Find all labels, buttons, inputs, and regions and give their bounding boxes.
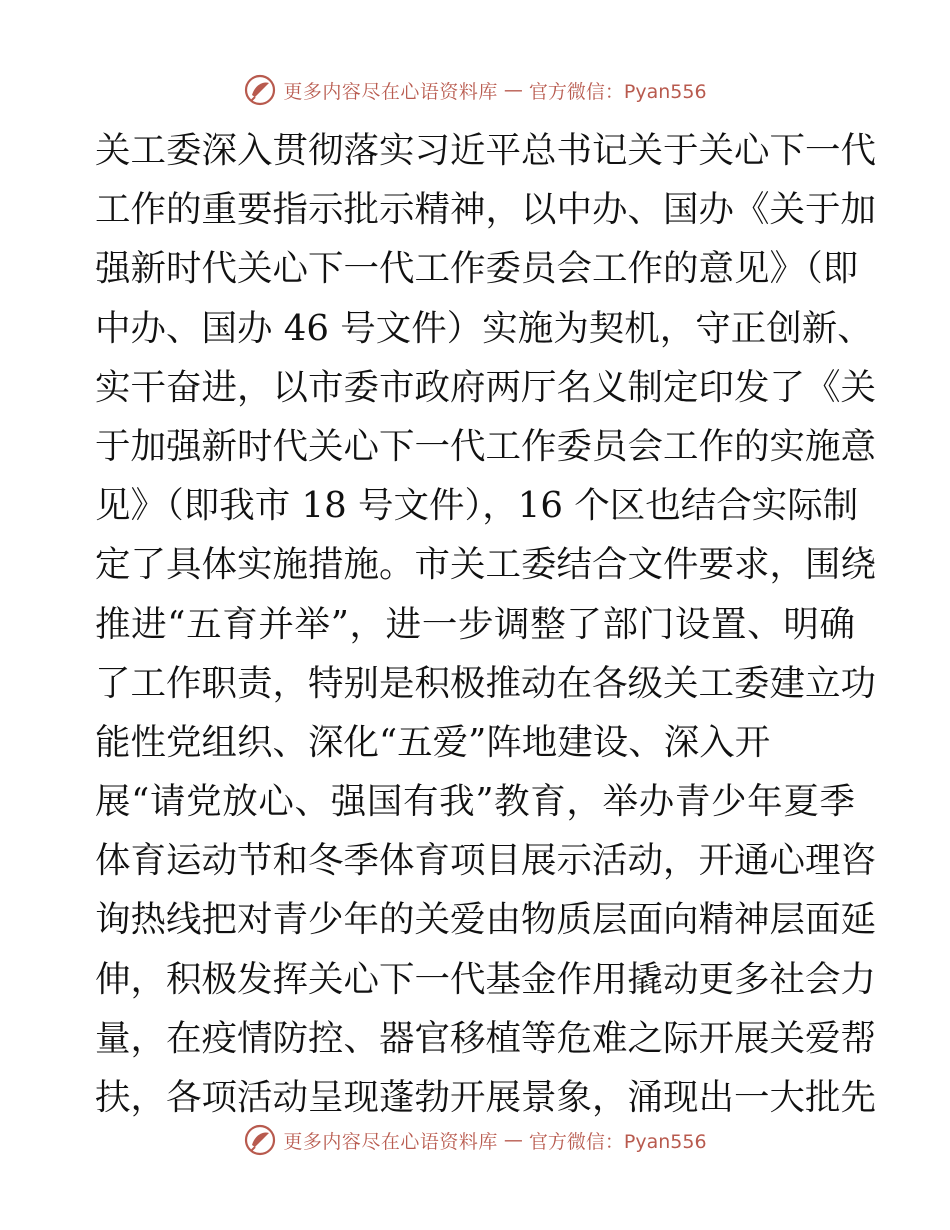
text-line: 强新时代关心下一代工作委员会工作的意见》（即 — [95, 248, 859, 290]
text-line: 了工作职责，特别是积极推动在各级关工委建立功 — [95, 662, 877, 704]
watermark-text: 更多内容尽在心语资料库 — [283, 80, 498, 103]
text-line: 体育运动节和冬季体育项目展示活动，开通心理咨 — [95, 840, 877, 882]
document-body — [95, 121, 877, 1127]
header-watermark — [0, 70, 950, 110]
text-line: 能性党组织、深化“五爱”阵地建设、深入开 — [95, 721, 771, 763]
text-line: 伸，积极发挥关心下一代基金作用撬动更多社会力 — [95, 958, 877, 1000]
watermark-separator: — — [503, 79, 523, 101]
text-line: 中办、国办 46 号文件）实施为契机，守正创新、 — [95, 307, 873, 349]
footer-watermark — [0, 1120, 950, 1160]
text-line: 实干奋进，以市委市政府两厅名义制定印发了《关 — [95, 366, 877, 408]
text-line: 扶，各项活动呈现蓬勃开展景象，涌现出一大批先 — [95, 1077, 877, 1118]
text-line: 关工委深入贯彻落实习近平总书记关于关心下一代 — [95, 130, 877, 171]
text-line: 推进“五育并举”，进一步调整了部门设置、明确 — [95, 603, 855, 645]
brand-logo-icon — [243, 73, 277, 107]
watermark-wechat: 官方微信：Pyan556 — [528, 1130, 707, 1153]
watermark-text: 更多内容尽在心语资料库 — [283, 1130, 498, 1153]
text-line: 展“请党放心、强国有我”教育，举办青少年夏季 — [95, 781, 855, 823]
text-line: 见》（即我市 18 号文件），16 个区也结合实际制 — [95, 485, 859, 527]
text-line: 量，在疫情防控、器官移植等危难之际开展关爱帮 — [95, 1017, 877, 1059]
watermark-wechat: 官方微信：Pyan556 — [528, 80, 707, 103]
text-line: 询热线把对青少年的关爱由物质层面向精神层面延 — [95, 899, 877, 941]
text-line: 于加强新时代关心下一代工作委员会工作的实施意 — [95, 425, 877, 467]
brand-logo-icon — [243, 1123, 277, 1157]
watermark-separator: — — [503, 1129, 523, 1151]
text-line: 工作的重要指示批示精神，以中办、国办《关于加 — [95, 189, 877, 231]
text-line: 定了具体实施措施。市关工委结合文件要求，围绕 — [95, 544, 877, 586]
